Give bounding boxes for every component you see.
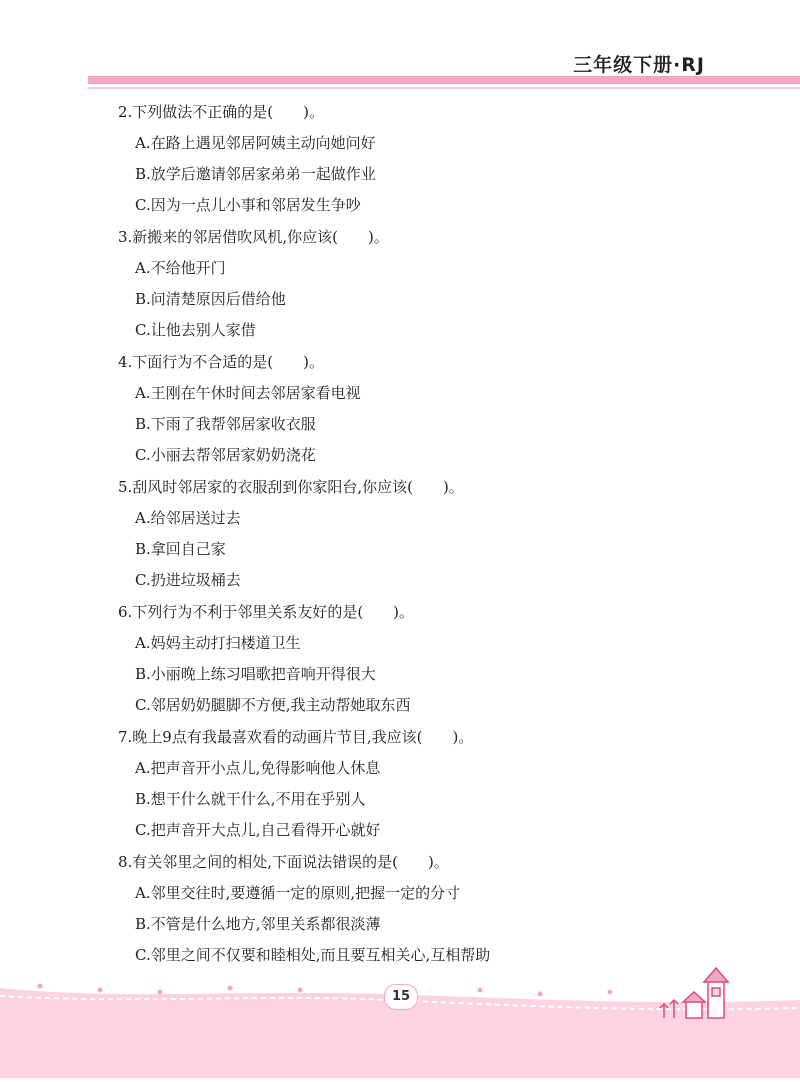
option-c: C.小丽去帮邻居家奶奶浇花 (135, 446, 316, 464)
stem-text: 5.刮风时邻居家的衣服刮到你家阳台,你应该( (118, 478, 413, 496)
option-a: A.给邻居送过去 (135, 509, 241, 527)
stem-text: 2.下列做法不正确的是( (118, 103, 274, 121)
question-stem (118, 846, 738, 878)
page-header (0, 0, 800, 100)
stem-text: 4.下面行为不合适的是( (118, 353, 274, 371)
option-c: C.邻里之间不仅要和睦相处,而且要互相关心,互相帮助 (135, 946, 491, 964)
option-c: C.让他去别人家借 (135, 321, 256, 339)
option-c: C.邻居奶奶腿脚不方便,我主动帮她取东西 (135, 696, 411, 714)
stem-text: 8.有关邻里之间的相处,下面说法错误的是( (118, 853, 398, 871)
page-number: 15 (384, 984, 418, 1010)
header-pink-bar (88, 76, 800, 84)
option-b: B.问清楚原因后借给他 (135, 290, 286, 308)
stem-close: )。 (393, 603, 415, 621)
option-a: A.妈妈主动打扫楼道卫生 (135, 634, 301, 652)
stem-close: )。 (303, 353, 325, 371)
question-stem (118, 721, 738, 753)
stem-close: )。 (427, 853, 449, 871)
option-a: A.在路上遇见邻居阿姨主动向她问好 (135, 134, 376, 152)
option-a: A.王刚在午休时间去邻居家看电视 (135, 384, 361, 402)
stem-text: 6.下列行为不利于邻里关系友好的是( (118, 603, 364, 621)
house-illustration-icon (650, 960, 740, 1022)
book-label: 三年级下册·RJ (573, 54, 705, 76)
question-stem (118, 346, 738, 378)
header-pink-line (88, 87, 800, 89)
option-c: C.扔进垃圾桶去 (135, 571, 241, 589)
stem-close: )。 (442, 478, 464, 496)
question-stem (118, 221, 738, 253)
question-7 (118, 721, 738, 846)
option-c: C.因为一点儿小事和邻居发生争吵 (135, 196, 361, 214)
stem-close: )。 (303, 103, 325, 121)
question-list (118, 96, 738, 971)
question-stem (118, 596, 738, 628)
question-2 (118, 96, 738, 221)
option-b: B.放学后邀请邻居家弟弟一起做作业 (135, 165, 376, 183)
question-stem (118, 471, 738, 503)
option-a: A.把声音开小点儿,免得影响他人休息 (135, 759, 381, 777)
stem-text: 7.晚上9点有我最喜欢看的动画片节目,我应该( (118, 728, 423, 746)
question-3 (118, 221, 738, 346)
stem-text: 3.新搬来的邻居借吹风机,你应该( (118, 228, 338, 246)
option-b: B.下雨了我帮邻居家收衣服 (135, 415, 316, 433)
stem-close: )。 (367, 228, 389, 246)
question-6 (118, 596, 738, 721)
question-5 (118, 471, 738, 596)
stem-close: )。 (452, 728, 474, 746)
option-b: B.想干什么就干什么,不用在乎别人 (135, 790, 366, 808)
option-a: A.邻里交往时,要遵循一定的原则,把握一定的分寸 (135, 884, 461, 902)
option-b: B.小丽晚上练习唱歌把音响开得很大 (135, 665, 376, 683)
option-b: B.不管是什么地方,邻里关系都很淡薄 (135, 915, 381, 933)
question-8 (118, 846, 738, 971)
option-b: B.拿回自己家 (135, 540, 226, 558)
page-footer (0, 960, 800, 1078)
option-a: A.不给他开门 (135, 259, 226, 277)
question-stem (118, 96, 738, 128)
question-4 (118, 346, 738, 471)
option-c: C.把声音开大点儿,自己看得开心就好 (135, 821, 381, 839)
